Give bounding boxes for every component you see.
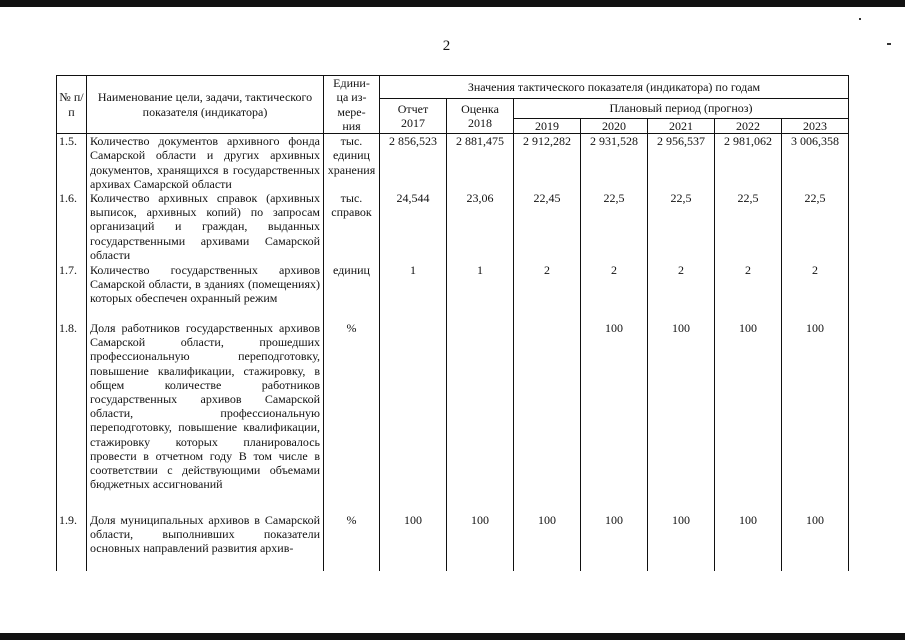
table-row bbox=[57, 134, 849, 191]
row-value bbox=[514, 321, 581, 513]
row-value bbox=[380, 321, 447, 513]
row-number: 1.7. bbox=[57, 263, 87, 321]
header-report-label: Отчет bbox=[397, 101, 429, 116]
row-value: 22,5 bbox=[648, 191, 715, 263]
row-value: 2 bbox=[648, 263, 715, 321]
bottom-scan-border bbox=[0, 633, 905, 640]
row-value: 100 bbox=[715, 321, 782, 513]
row-value: 1 bbox=[447, 263, 514, 321]
row-value: 3 006,358 bbox=[782, 134, 849, 191]
row-value: 100 bbox=[782, 513, 849, 571]
row-value bbox=[447, 321, 514, 513]
header-year: 2019 bbox=[514, 119, 581, 134]
header-year: 2023 bbox=[782, 119, 849, 134]
header-report-year: 2017 bbox=[401, 116, 425, 131]
row-unit: % bbox=[324, 321, 380, 513]
table-row bbox=[57, 191, 849, 263]
row-unit: единиц bbox=[324, 263, 380, 321]
row-number: 1.9. bbox=[57, 513, 87, 571]
row-value: 100 bbox=[380, 513, 447, 571]
header-plan-period: Плановый период (прогноз) bbox=[514, 99, 849, 119]
table-row bbox=[57, 263, 849, 321]
row-value: 2 931,528 bbox=[581, 134, 648, 191]
row-number: 1.6. bbox=[57, 191, 87, 263]
row-name: Доля работников государственных архивов Самарской области, прошедших профессиональную переподготовку, повышение квалификации, стажировку, в общем количестве работников государственных архивов Самарской области, профессиональную переподготовку, повышение квалификации, стажировку которых планировалось провести в отчетном году В том числе в соответствии с действующими объемами бюджетных ассигнований bbox=[87, 321, 324, 513]
row-value: 22,5 bbox=[581, 191, 648, 263]
header-year: 2021 bbox=[648, 119, 715, 134]
indicators-table bbox=[56, 75, 849, 571]
row-name: Доля муниципальных архивов в Самарской области, выполнивших показатели основных направлений развития архив- bbox=[87, 513, 324, 571]
row-unit: тыс. единиц хранения bbox=[324, 134, 380, 191]
header-unit: Едини-ца из-мере-ния bbox=[324, 76, 380, 134]
header-estimate-label: Оценка bbox=[461, 101, 499, 116]
header-estimate-year: 2018 bbox=[468, 116, 492, 131]
table-row bbox=[57, 321, 849, 513]
row-value: 2 912,282 bbox=[514, 134, 581, 191]
scan-speck bbox=[859, 18, 861, 20]
row-value: 100 bbox=[581, 513, 648, 571]
row-value: 100 bbox=[514, 513, 581, 571]
row-value: 2 bbox=[581, 263, 648, 321]
row-unit: % bbox=[324, 513, 380, 571]
row-value: 100 bbox=[715, 513, 782, 571]
row-name: Количество государственных архивов Самарской области, в зданиях (помещениях) которых обеспечен охранный режим bbox=[87, 263, 324, 321]
row-value: 2 bbox=[514, 263, 581, 321]
row-value: 22,5 bbox=[715, 191, 782, 263]
header-num: № п/п bbox=[57, 76, 87, 134]
row-value: 100 bbox=[447, 513, 514, 571]
page-number: 2 bbox=[442, 38, 451, 54]
table-row bbox=[57, 513, 849, 571]
row-value: 2 881,475 bbox=[447, 134, 514, 191]
header-report bbox=[380, 99, 447, 134]
row-name: Количество архивных справок (архивных выписок, архивных копий) по запросам организаций и граждан, выданных государственными архивами Самарской области bbox=[87, 191, 324, 263]
header-year: 2022 bbox=[715, 119, 782, 134]
header-estimate bbox=[447, 99, 514, 134]
row-value: 1 bbox=[380, 263, 447, 321]
row-value: 22,5 bbox=[782, 191, 849, 263]
row-value: 2 bbox=[715, 263, 782, 321]
row-value: 100 bbox=[648, 513, 715, 571]
row-value: 100 bbox=[581, 321, 648, 513]
row-number: 1.8. bbox=[57, 321, 87, 513]
row-value: 2 bbox=[782, 263, 849, 321]
row-value: 100 bbox=[782, 321, 849, 513]
row-value: 2 856,523 bbox=[380, 134, 447, 191]
row-value: 24,544 bbox=[380, 191, 447, 263]
row-value: 2 981,062 bbox=[715, 134, 782, 191]
top-scan-border bbox=[0, 0, 905, 7]
row-value: 100 bbox=[648, 321, 715, 513]
row-number: 1.5. bbox=[57, 134, 87, 191]
row-value: 22,45 bbox=[514, 191, 581, 263]
row-value: 2 956,537 bbox=[648, 134, 715, 191]
row-unit: тыс. справок bbox=[324, 191, 380, 263]
header-values-group: Значения тактического показателя (индикатора) по годам bbox=[380, 76, 849, 99]
row-value: 23,06 bbox=[447, 191, 514, 263]
header-name: Наименование цели, задачи, тактического показателя (индикатора) bbox=[87, 76, 324, 134]
header-year: 2020 bbox=[581, 119, 648, 134]
row-name: Количество документов архивного фонда Самарской области и других архивных документов, хранящихся в государственных архивах Самарской области bbox=[87, 134, 324, 191]
